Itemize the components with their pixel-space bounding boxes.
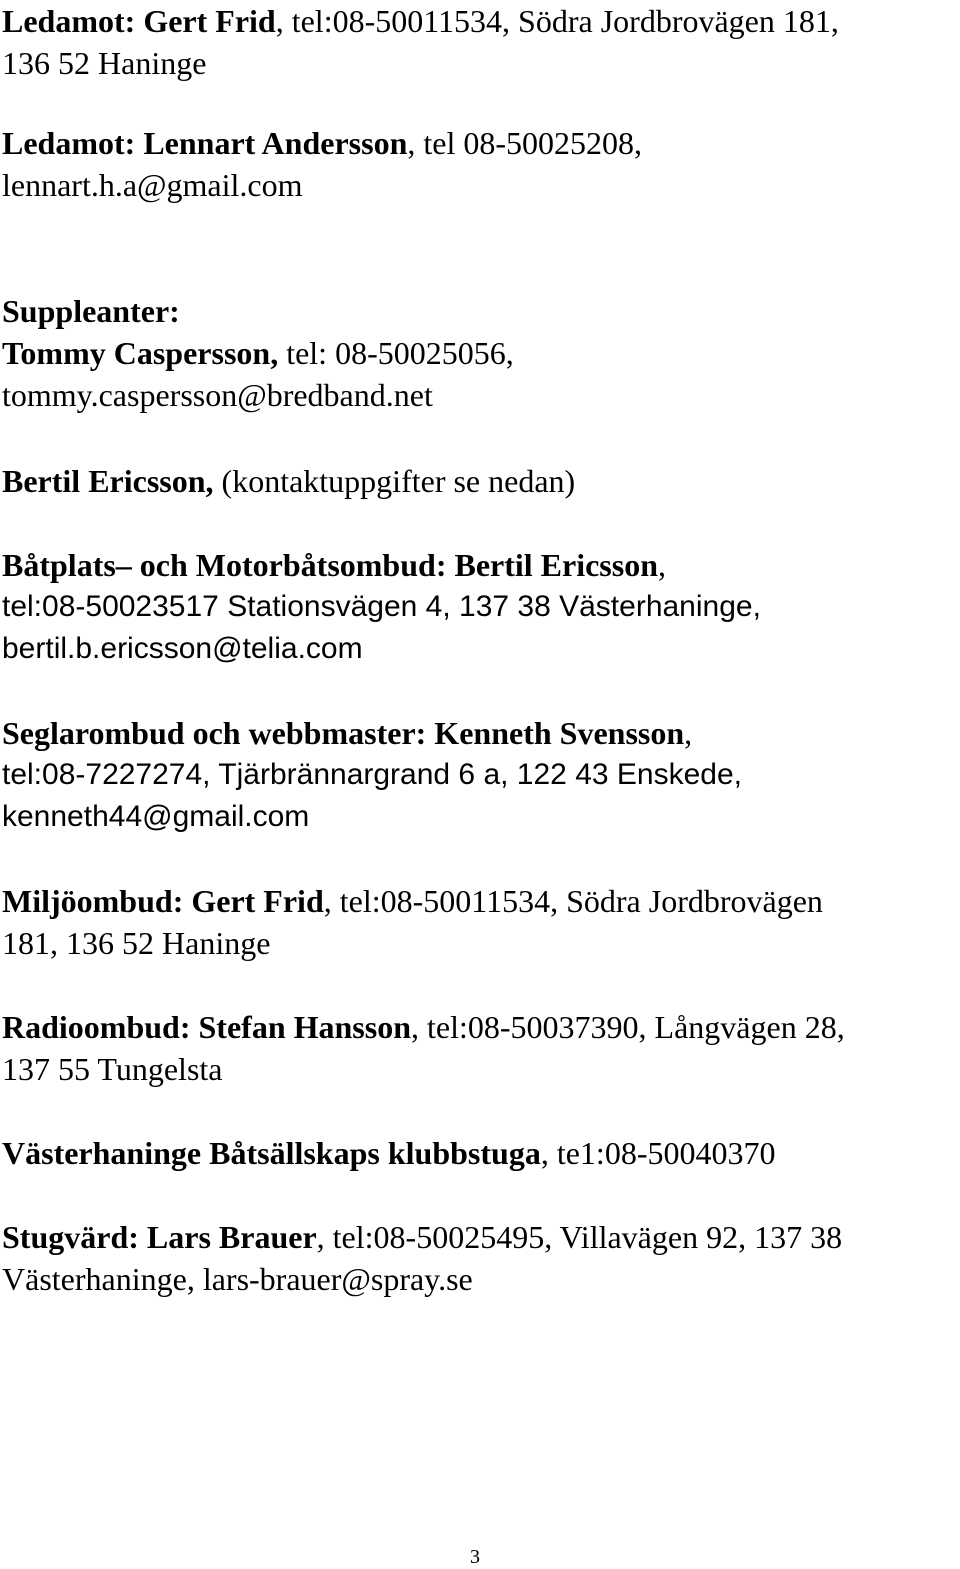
contact-entry-bertil-ericsson bbox=[2, 460, 575, 502]
entry-details: , tel:08-50037390, Långvägen 28, bbox=[411, 1009, 845, 1045]
entry-title: Seglarombud och webbmaster: Kenneth Svensson bbox=[2, 715, 685, 751]
entry-title: Bertil Ericsson, bbox=[2, 463, 214, 499]
entry-title: Ledamot: Gert Frid bbox=[2, 3, 276, 39]
entry-details-line: Västerhaninge, lars-brauer@spray.se bbox=[2, 1261, 473, 1297]
contact-entry-miljoombud bbox=[2, 880, 823, 964]
entry-details: (kontaktuppgifter se nedan) bbox=[213, 463, 576, 499]
entry-details: , te1:08-50040370 bbox=[540, 1135, 776, 1171]
page-number: 3 bbox=[470, 1546, 480, 1568]
entry-title: Ledamot: Lennart Andersson bbox=[2, 125, 408, 161]
entry-email: kenneth44@gmail.com bbox=[2, 800, 310, 833]
contact-entry-ledamot-gert-frid bbox=[2, 0, 839, 84]
contact-entry-klubbstuga bbox=[2, 1132, 775, 1174]
contact-entry-seglarombud: Seglarombud och webbmaster: Kenneth Svensson, tel:08-7227274, Tjärbrännargrand 6 a, 122 43 Enskede, kenneth44@gmail.com bbox=[2, 712, 742, 838]
entry-email: lennart.h.a@gmail.com bbox=[2, 167, 303, 203]
entry-title: Båtplats– och Motorbåtsombud: Bertil Ericsson bbox=[2, 547, 658, 583]
contact-entry-batplatsombud: Båtplats– och Motorbåtsombud: Bertil Ericsson, tel:08-50023517 Stationsvägen 4, 137 38 Västerhaninge, bertil.b.ericsson@telia.com bbox=[2, 544, 761, 670]
entry-title: Miljöombud: Gert Frid bbox=[2, 883, 324, 919]
contact-entry-stugvard bbox=[2, 1216, 842, 1300]
entry-title: Radioombud: Stefan Hansson bbox=[2, 1009, 411, 1045]
entry-details: tel: 08-50025056, bbox=[278, 335, 514, 371]
entry-details-line: 136 52 Haninge bbox=[2, 45, 207, 81]
section-heading: Suppleanter: bbox=[2, 293, 180, 329]
contact-entry-ledamot-lennart-andersson bbox=[2, 122, 642, 206]
contact-entry-radioombud bbox=[2, 1006, 845, 1090]
entry-details: , tel:08-50011534, Södra Jordbrovägen 181, bbox=[275, 3, 839, 39]
entry-title: Tommy Caspersson, bbox=[2, 335, 279, 371]
entry-email: tommy.caspersson@bredband.net bbox=[2, 377, 433, 413]
entry-email: bertil.b.ericsson@telia.com bbox=[2, 632, 363, 665]
entry-details: , tel:08-50025495, Villavägen 92, 137 38 bbox=[316, 1219, 843, 1255]
entry-details-line: 181, 136 52 Haninge bbox=[2, 925, 271, 961]
entry-details-line: tel:08-50023517 Stationsvägen 4, 137 38 Västerhaninge, bbox=[2, 590, 761, 623]
contact-entry-suppleanter bbox=[2, 290, 514, 416]
entry-details: , tel 08-50025208, bbox=[407, 125, 642, 161]
entry-details-line: tel:08-7227274, Tjärbrännargrand 6 a, 122 43 Enskede, bbox=[2, 758, 742, 791]
entry-details: , tel:08-50011534, Södra Jordbrovägen bbox=[323, 883, 823, 919]
entry-details-line: 137 55 Tungelsta bbox=[2, 1051, 223, 1087]
entry-title: Västerhaninge Båtsällskaps klubbstuga bbox=[2, 1135, 541, 1171]
entry-title: Stugvärd: Lars Brauer bbox=[2, 1219, 317, 1255]
